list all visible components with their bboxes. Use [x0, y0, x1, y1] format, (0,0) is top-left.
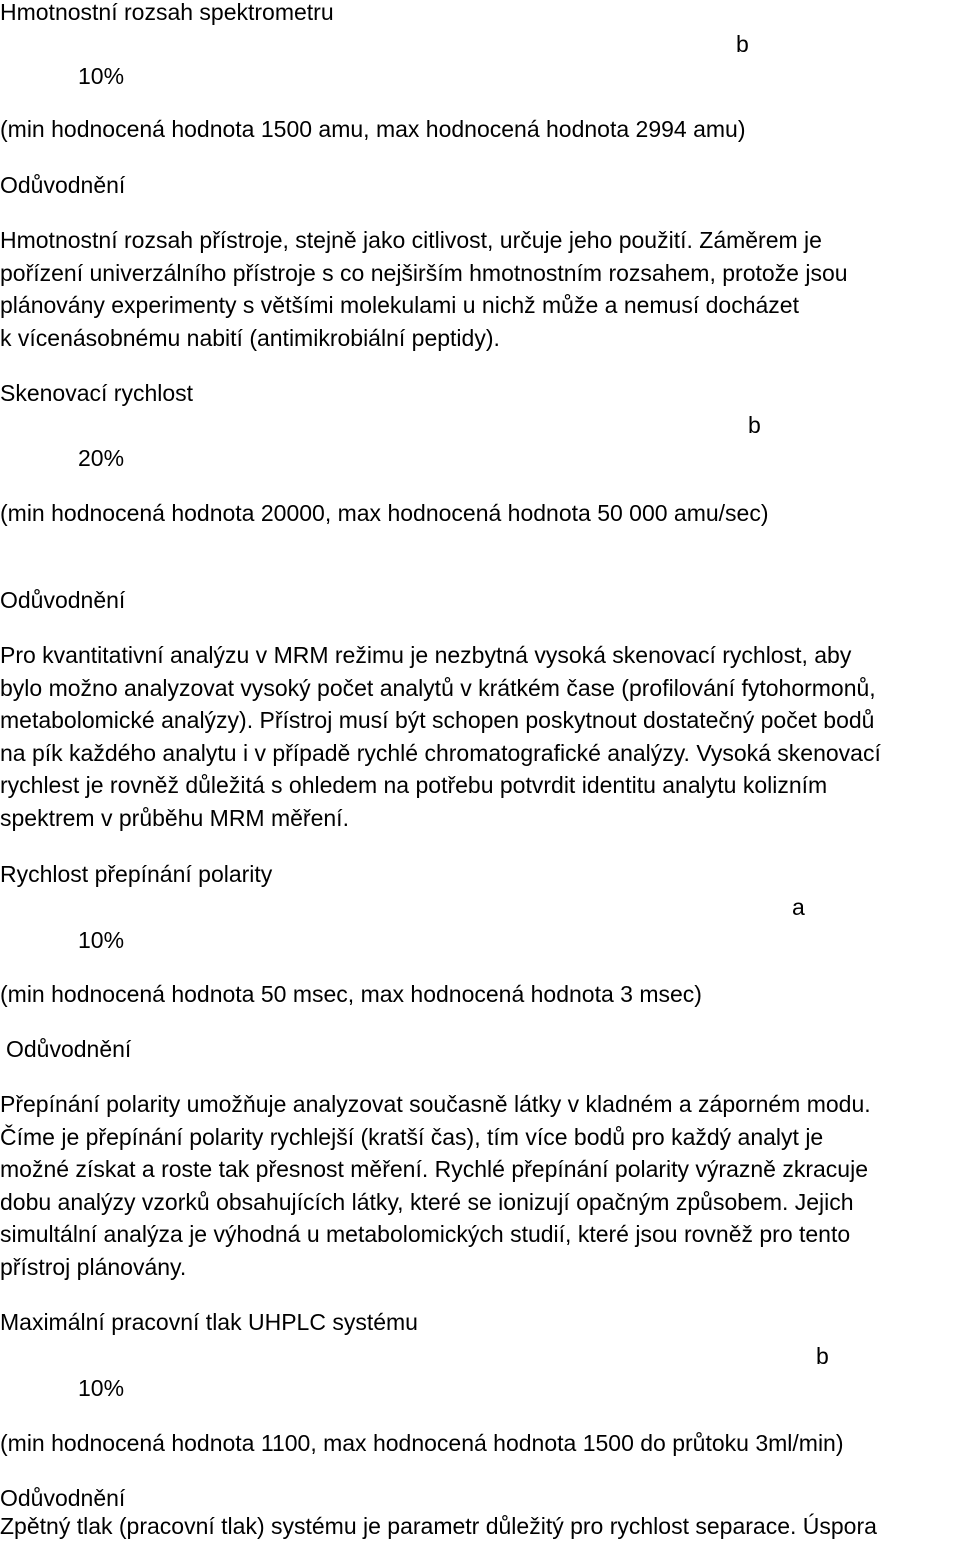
- justification-text: [0, 1510, 958, 1543]
- range-text: (min hodnocená hodnota 1100, max hodnocená hodnota 1500 do průtoku 3ml/min): [0, 1430, 844, 1456]
- weight-percent: 10%: [78, 63, 125, 89]
- section-title: Rychlost přepínání polarity: [0, 861, 273, 887]
- weight-percent: 20%: [78, 445, 125, 471]
- justification-line: dobu analýzy vzorků obsahujících látky, které se ionizují opačným způsobem. Jejich: [0, 1188, 854, 1215]
- justification-text: [0, 224, 958, 354]
- justification-line: přístroj plánovány.: [0, 1253, 187, 1280]
- justification-label: Odůvodnění: [6, 1036, 132, 1062]
- justification-line: k vícenásobnému nabití (antimikrobiální peptidy).: [0, 324, 500, 351]
- grade-letter: b: [736, 31, 749, 57]
- justification-line: Zpětný tlak (pracovní tlak) systému je parametr důležitý pro rychlost separace. Úspora: [0, 1513, 877, 1539]
- justification-line: možné získat a roste tak přesnost měření. Rychlé přepínání polarity výrazně zkracuje: [0, 1156, 869, 1183]
- justification-label: Odůvodnění: [0, 1485, 126, 1511]
- grade-letter: b: [748, 412, 761, 438]
- justification-line: rychlest je rovněž důležitá s ohledem na potřebu potvrdit identitu analytu kolizním: [0, 772, 828, 799]
- section-title: Hmotnostní rozsah spektrometru: [0, 0, 334, 25]
- justification-line: metabolomické analýzy). Přístroj musí být schopen poskytnout dostatečný počet bodů: [0, 707, 875, 734]
- justification-label: Odůvodnění: [0, 587, 126, 613]
- justification-line: bylo možno analyzovat vysoký počet analytů v krátkém čase (profilování fytohormonů,: [0, 674, 876, 701]
- weight-percent: 10%: [78, 1375, 125, 1401]
- justification-text: [0, 1088, 958, 1284]
- justification-line: plánovány experimenty s většími molekulami u nichž může a nemusí docházet: [0, 292, 799, 319]
- grade-letter: b: [816, 1343, 829, 1369]
- grade-letter: a: [792, 894, 805, 920]
- range-text: (min hodnocená hodnota 50 msec, max hodnocená hodnota 3 msec): [0, 981, 702, 1007]
- justification-line: simultální analýza je výhodná u metabolomických studií, které jsou rovněž pro tento: [0, 1221, 851, 1248]
- justification-text: [0, 639, 958, 835]
- justification-line: na pík každého analytu i v případě rychlé chromatografické analýzy. Vysoká skenovací: [0, 739, 881, 766]
- range-text: (min hodnocená hodnota 20000, max hodnocená hodnota 50 000 amu/sec): [0, 500, 769, 526]
- range-text: (min hodnocená hodnota 1500 amu, max hodnocená hodnota 2994 amu): [0, 116, 746, 142]
- justification-line: spektrem v průběhu MRM měření.: [0, 804, 349, 831]
- justification-label: Odůvodnění: [0, 172, 126, 198]
- section-title: Maximální pracovní tlak UHPLC systému: [0, 1309, 418, 1335]
- justification-line: Číme je přepínání polarity rychlejší (kratší čas), tím více bodů pro každý analyt je: [0, 1123, 824, 1150]
- justification-line: Pro kvantitativní analýzu v MRM režimu je nezbytná vysoká skenovací rychlost, aby: [0, 642, 852, 668]
- section-title: Skenovací rychlost: [0, 380, 194, 406]
- justification-line: Přepínání polarity umožňuje analyzovat současně látky v kladném a záporném modu.: [0, 1091, 871, 1117]
- justification-line: pořízení univerzálního přístroje s co nejširším hmotnostním rozsahem, protože jsou: [0, 259, 848, 286]
- weight-percent: 10%: [78, 927, 125, 953]
- justification-line: Hmotnostní rozsah přístroje, stejně jako citlivost, určuje jeho použití. Záměrem je: [0, 227, 822, 253]
